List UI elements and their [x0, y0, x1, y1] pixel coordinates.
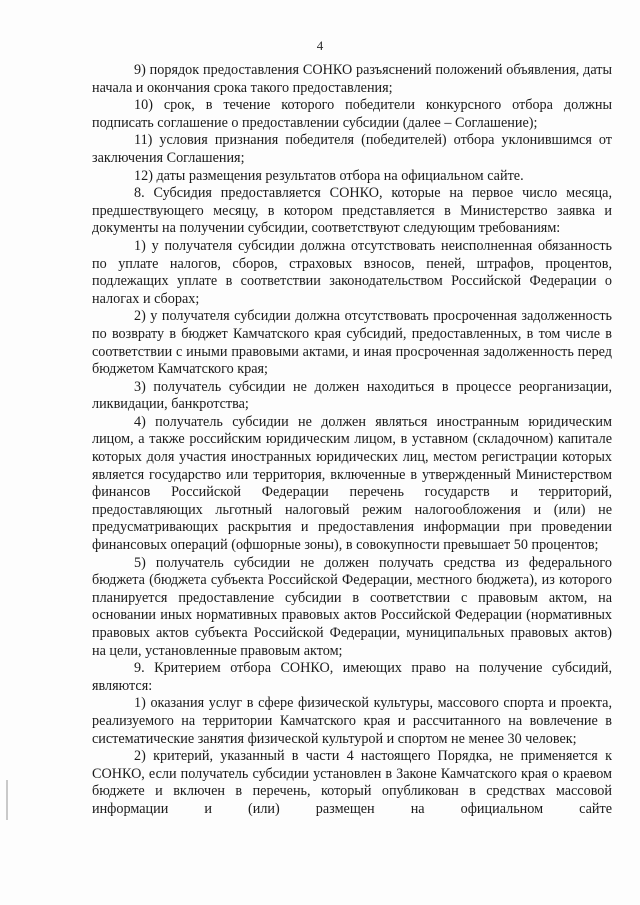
paragraph-requirement-1: 1) у получателя субсидии должна отсутствовать неисполненная обязанность по уплате налогов, сборов, страховых взносов, пеней, штрафов, процентов, подлежащих уплате в соответствии законодательством Российской Федерации о налогах и сборах;: [92, 237, 612, 307]
paragraph-criterion-2: 2) критерий, указанный в части 4 настоящего Порядка, не применяется к СОНКО, если получатель субсидии установлен в Законе Камчатского края о краевом бюджете и включен в перечень, который опубликован в средствах массовой информации и (или) размещен на официальном сайте: [92, 748, 612, 817]
paragraph-item-9: 9) порядок предоставления СОНКО разъяснений положений объявления, даты начала и окончания срока такого предоставления;: [92, 62, 612, 96]
paragraph-requirement-2: 2) у получателя субсидии должна отсутствовать просроченная задолженность по возврату в бюджет Камчатского края субсидий, предоставленных, в том числе в соответствии с иными правовыми актами, и иная просроченная задолженность перед бюджетом Камчатского края;: [92, 308, 612, 378]
paragraph-item-10: 10) срок, в течение которого победители конкурсного отбора должны подписать соглашение о предоставлении субсидии (далее – Соглашение);: [92, 97, 612, 131]
paragraph-item-12: 12) даты размещения результатов отбора на официальном сайте.: [134, 167, 524, 184]
paragraph-criterion-1: 1) оказания услуг в сфере физической культуры, массового спорта и проекта, реализуемого на территории Камчатского края и рассчитанного на вовлечение в систематические занятия физической культурой и спортом не менее 30 человек;: [92, 695, 612, 747]
document-body: [92, 62, 612, 819]
paragraph-requirement-4: 4) получатель субсидии не должен являться иностранным юридическим лицом, а также российским юридическим лицом, в уставном (складочном) капитале которых доля участия иностранных юридических лиц, местом регистрации которых является государство или территория, включенные в утвержденный Министерством финансов Российской Федерации перечень государств и территорий, предоставляющих льготный налоговый режим налогообложения и (или) не предусматривающих раскрытия и предоставления информации при проведении финансовых операций (офшорные зоны), в совокупности превышает 50 процентов;: [92, 413, 612, 554]
page-number: 4: [316, 38, 324, 53]
paragraph-requirement-5: 5) получатель субсидии не должен получать средства из федерального бюджета (бюджета субъекта Российской Федерации, местного бюджета), из которого планируется предоставление субсидии в соответствии с правовым актом, на основании иных нормативных правовых актов Российской Федерации (нормативных правовых актов субъекта Российской Федерации, муниципальных правовых актов) на цели, установленные правовым актом;: [92, 554, 612, 659]
paragraph-requirement-3: 3) получатель субсидии не должен находиться в процессе реорганизации, ликвидации, банкротства;: [92, 378, 612, 413]
paragraph-clause-8: 8. Субсидия предоставляется СОНКО, которые на первое число месяца, предшествующего месяцу, в котором представляется в Министерство заявка и документы на получении субсидии, соответствуют следующим требованиям:: [92, 185, 612, 237]
paragraph-item-11: 11) условия признания победителя (победителей) отбора уклонившимся от заключения Соглашения;: [92, 132, 612, 166]
paragraph-clause-9: 9. Критерием отбора СОНКО, имеющих право на получение субсидий, являются:: [92, 660, 612, 694]
scan-edge-mark: [6, 780, 8, 820]
